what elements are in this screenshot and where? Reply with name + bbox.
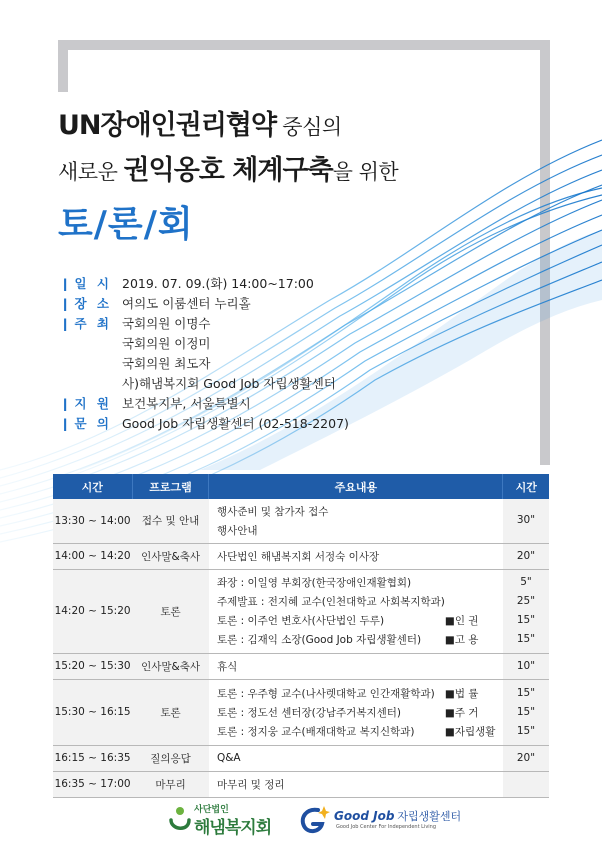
content-tag: ■자립생활 — [444, 725, 496, 738]
row-duration — [503, 653, 549, 679]
table-row — [53, 679, 549, 745]
row-program: 마무리 — [132, 771, 209, 797]
info-row-host-2 — [60, 333, 349, 353]
info-row-host-3 — [60, 353, 349, 373]
row-time: 13:30 ~ 14:00 — [53, 499, 132, 543]
duration-value: 30" — [516, 514, 536, 527]
table-row — [53, 771, 549, 797]
frame-right-bar — [540, 40, 550, 465]
logo2-tagline: Good Job Center For Independent Living — [336, 824, 437, 830]
row-program: 토론 — [132, 569, 209, 653]
info-row-host-4 — [60, 373, 349, 393]
info-label: ❙ 문 의 — [60, 414, 122, 432]
duration-value: 5" — [520, 576, 532, 588]
info-label: ❙ 장 소 — [60, 294, 122, 312]
info-value: 여의도 이룸센터 누리홀 — [122, 296, 251, 311]
title-line-2: 새로운 권익옹호 체계구축을 위한 — [58, 155, 399, 186]
info-value: 사)해냄복지회 Good Job 자립생활센터 — [122, 376, 336, 391]
row-time: 15:20 ~ 15:30 — [53, 653, 132, 679]
content-line: 토론 : 우주형 교수(나사렛대학교 인간재활학과) — [216, 687, 435, 700]
logo1-small-text: 사단법인 — [194, 805, 229, 815]
header-time: 시간 — [53, 474, 132, 499]
row-content — [209, 771, 503, 797]
duration-value: 15" — [516, 686, 536, 699]
content-line: 주제발표 : 전지혜 교수(인천대학교 사회복지학과) — [216, 596, 445, 608]
content-line: 행사안내 — [216, 524, 258, 537]
frame-left-bar — [58, 40, 68, 92]
content-tag: ■인 권 — [444, 615, 479, 627]
row-duration — [503, 499, 549, 543]
row-content — [209, 499, 503, 543]
row-time: 14:20 ~ 15:20 — [53, 569, 132, 653]
content-line: Q&A — [216, 752, 241, 764]
row-program: 접수 및 안내 — [132, 499, 209, 543]
info-row-place — [60, 293, 349, 313]
info-label: ❙ 일 시 — [60, 274, 122, 292]
row-content — [209, 543, 503, 569]
info-value: Good Job 자립생활센터 (02-518-2207) — [122, 416, 349, 431]
footer-logos — [168, 800, 468, 840]
row-content — [209, 679, 503, 745]
event-info — [60, 273, 349, 433]
title-line-1: UN장애인권리협약 중심의 — [58, 110, 342, 141]
row-duration — [503, 771, 549, 797]
haenam-welfare-logo — [168, 800, 278, 840]
duration-value: 15" — [516, 614, 536, 626]
content-line: 토론 : 정지웅 교수(배재대학교 복지신학과) — [216, 725, 415, 738]
info-row-support — [60, 393, 349, 413]
duration-value: 20" — [516, 549, 536, 562]
table-row — [53, 543, 549, 569]
duration-value: 15" — [516, 633, 536, 645]
logo2-sub-text: 자립생활센터 — [397, 810, 462, 823]
info-row-contact — [60, 413, 349, 433]
row-program: 토론 — [132, 679, 209, 745]
header-duration: 시간 — [503, 474, 549, 499]
row-duration — [503, 543, 549, 569]
goodjob-center-logo — [298, 800, 468, 840]
content-line: 토론 : 이주언 변호사(사단법인 두루) — [216, 615, 385, 627]
title-line-3: 토/론/회 — [58, 204, 194, 245]
row-time: 14:00 ~ 14:20 — [53, 543, 132, 569]
row-duration — [503, 679, 549, 745]
info-value: 보건복지부, 서울특별시 — [122, 396, 251, 411]
person-logo-icon — [168, 806, 192, 834]
row-time: 16:35 ~ 17:00 — [53, 771, 132, 797]
info-label: ❙ 주 최 — [60, 314, 122, 332]
info-value: 국회의원 이정미 — [122, 336, 211, 351]
content-line: 마무리 및 정리 — [216, 778, 285, 791]
header-content: 주요내용 — [209, 474, 503, 499]
content-line: 사단법인 해냄복지회 서정숙 이사장 — [216, 550, 380, 563]
row-time: 16:15 ~ 16:35 — [53, 745, 132, 771]
duration-value: 10" — [516, 659, 536, 672]
content-line: 토론 : 정도선 센터장(강남주거복지센터) — [216, 706, 401, 719]
row-program: 인사말&축사 — [132, 653, 209, 679]
duration-value: 25" — [516, 595, 536, 607]
row-content — [209, 745, 503, 771]
duration-value: 15" — [516, 705, 536, 718]
content-line: 좌장 : 이일영 부회장(한국장애인재활협회) — [216, 577, 412, 589]
row-time: 15:30 ~ 16:15 — [53, 679, 132, 745]
header-program: 프로그램 — [132, 474, 209, 499]
frame-top-bar — [58, 40, 550, 50]
table-row — [53, 569, 549, 653]
row-duration — [503, 745, 549, 771]
goodjob-mark-icon — [298, 804, 330, 836]
info-row-date — [60, 273, 349, 293]
info-value: 국회의원 최도자 — [122, 356, 211, 371]
content-tag: ■주 거 — [444, 706, 479, 719]
duration-value: 15" — [516, 724, 536, 737]
row-content — [209, 653, 503, 679]
logo2-name — [334, 808, 461, 824]
row-content — [209, 569, 503, 653]
row-duration — [503, 569, 549, 653]
table-row — [53, 745, 549, 771]
duration-value: 20" — [516, 751, 536, 764]
content-tag: ■법 률 — [444, 687, 479, 700]
schedule-table — [53, 474, 549, 798]
table-row — [53, 499, 549, 543]
logo1-name: 해냄복지회 — [194, 818, 272, 838]
content-tag: ■고 용 — [444, 634, 479, 646]
row-program: 질의응답 — [132, 745, 209, 771]
duration-value — [503, 775, 549, 794]
info-row-host — [60, 313, 349, 333]
table-row — [53, 653, 549, 679]
info-value: 국회의원 이명수 — [122, 316, 211, 331]
content-line: 토론 : 김재익 소장(Good Job 자립생활센터) — [216, 634, 422, 646]
info-label: ❙ 지 원 — [60, 394, 122, 412]
row-program: 인사말&축사 — [132, 543, 209, 569]
content-line: 휴식 — [216, 660, 238, 673]
info-value: 2019. 07. 09.(화) 14:00~17:00 — [122, 276, 314, 291]
content-line: 행사준비 및 참가자 접수 — [216, 505, 329, 518]
logo2-main-text: Good Job — [334, 809, 395, 823]
schedule-header-row — [53, 474, 549, 499]
